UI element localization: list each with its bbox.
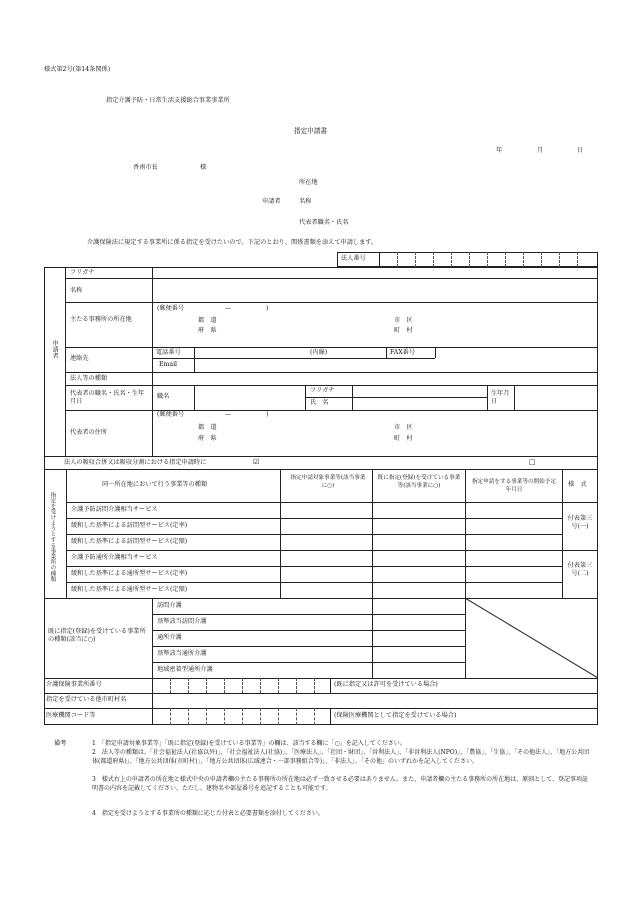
services-header-target: 指定申請対象事業等(該当事業に○) bbox=[290, 475, 366, 489]
date-month: 月 bbox=[537, 147, 544, 154]
already-item-3: 通所介護 bbox=[157, 634, 182, 641]
form-ref-1: 付表第三号(一) bbox=[567, 515, 593, 530]
email-label: Email bbox=[159, 361, 178, 368]
postal-close: ) bbox=[266, 305, 269, 312]
kaigo-number-label: 介護保険事業所番号 bbox=[46, 681, 102, 688]
services-header-start: 指定申請をする事業等の開始予定年月日 bbox=[472, 479, 556, 493]
kaigo-note: (既に指定又は許可を受けている場合) bbox=[334, 681, 438, 688]
rep-furigana-label: フリガナ bbox=[310, 387, 335, 394]
merger-checkbox[interactable]: ☑ bbox=[253, 458, 260, 466]
contact-label: 連絡先 bbox=[70, 355, 89, 362]
service-row-1: 介護予防訪問介護相当サービス bbox=[71, 506, 158, 513]
corp-number-label: 法人番号 bbox=[341, 255, 366, 262]
rep-postal-close: ) bbox=[266, 411, 269, 418]
services-header-type: 同一所在地において行う事業等の種類 bbox=[102, 481, 208, 488]
service-row-5: 緩和した基準による通所型サービス(定率) bbox=[71, 570, 188, 577]
office-type: 指定介護予防・日常生活支援総合事業事業所 bbox=[106, 97, 230, 104]
service-row-6: 緩和した基準による通所型サービス(定額) bbox=[71, 586, 188, 593]
name-label: 名称 bbox=[70, 287, 83, 294]
note-4: 4 指定を受けようとする事業所の種類に応じた付表と必要書類を添付してください。 bbox=[92, 810, 324, 817]
services-header-form: 様 式 bbox=[568, 481, 587, 488]
rep-address-label: 代表者の住所 bbox=[70, 429, 108, 436]
services-header-already: 既に指定(登録)を受けている事業等(該当事業に○) bbox=[377, 475, 461, 489]
services-side-label: 指定を受けようとする事業所の種類 bbox=[49, 492, 56, 582]
corp-type-label: 法人等の種類 bbox=[70, 375, 108, 382]
applicant-location-label: 所在地 bbox=[299, 179, 318, 186]
tel-label: 電話番号 bbox=[156, 349, 181, 356]
service-row-3: 緩和した基準による訪問型サービス(定額) bbox=[71, 538, 188, 545]
form-ref-2: 付表第三号(二) bbox=[567, 562, 593, 577]
rep-title-label: 代表者の職名・氏名・生年月日 bbox=[70, 390, 145, 405]
job-title-label: 職名 bbox=[157, 393, 170, 400]
addressee-sama: 様 bbox=[200, 164, 207, 171]
intro-text: 介護保険法に規定する事業所に係る指定を受けたいので、下記のとおり、関係書類を添えて申請します。 bbox=[87, 239, 378, 246]
dob-label: 生年月日 bbox=[491, 390, 510, 405]
note-1: 1 「指定申請対象事業等」「既に指定(登録)を受けている事業等」の欄は、該当する欄に「○」を記入してください。 bbox=[92, 740, 406, 747]
applicant-side-label: 申請者 bbox=[51, 340, 59, 359]
rep-postal-label: (郵便番号 bbox=[157, 411, 185, 418]
medical-code-label: 医療機関コード等 bbox=[46, 712, 96, 719]
applicant-name-label: 名称 bbox=[299, 198, 312, 205]
note-3: 3 様式右上の申請者の所在地と様式中央の申請者欄の主たる事務所の所在地は必ず一致させる必要はありません。また、申請者欄の主たる事務所の所在地は、原則として、登記事項証明書の内容を記載してください。ただし、建物名や部屋番号を追記することも可能です。 bbox=[92, 776, 589, 792]
diagonal-strike bbox=[465, 598, 598, 678]
applicant-rep-label: 代表者職名・氏名 bbox=[299, 219, 349, 226]
merger-checkbox-2[interactable]: □ bbox=[529, 458, 536, 466]
merger-label: 法人の吸収合併又は吸収分割における指定申請時に bbox=[64, 459, 207, 466]
already-item-5: 地域密着型通所介護 bbox=[157, 666, 213, 673]
date-year: 年 bbox=[496, 147, 503, 154]
already-item-4: 基準該当通所介護 bbox=[157, 650, 207, 657]
form-number: 様式第2号(第14条関係) bbox=[44, 66, 111, 73]
already-item-1: 訪問介護 bbox=[157, 602, 182, 609]
rep-cho-label: 町 村 bbox=[394, 435, 413, 442]
other-city-label: 指定を受けている他市町村名 bbox=[46, 696, 127, 703]
notes-label: 備考 bbox=[54, 740, 67, 747]
postal-dash: — bbox=[225, 305, 232, 312]
medical-note: (保険医療機関として指定を受けている場合) bbox=[334, 712, 457, 719]
rep-fuken-label: 府 県 bbox=[198, 435, 217, 442]
addressee-mayor: 香南市長 bbox=[133, 164, 158, 171]
already-item-2: 基準該当訪問介護 bbox=[157, 618, 207, 625]
rep-todo-label: 都 道 bbox=[198, 424, 217, 431]
todo-label: 都 道 bbox=[198, 317, 217, 324]
rep-name-label: 氏 名 bbox=[310, 399, 329, 406]
service-row-2: 緩和した基準による訪問型サービス(定率) bbox=[71, 522, 188, 529]
note-2: 2 法人等の種類は、「社会福祉法人(社協以外)」、「社会福祉法人(社協)」、「医療法人」、「社団・財団」、「営利法人」、「非営利法人(NPO)」、「農協」、「生協」、「その他法人」、「地方公共団体(都道府県)」、「地方公共団体(市町村)」、「地方公共団体(広域連合・一部事務組合等)」、「非法人」、「その他」のいずれかを記入してください。 bbox=[92, 749, 590, 765]
furigana-label: フリガナ bbox=[70, 269, 95, 276]
applicant-label: 申請者 bbox=[262, 198, 281, 205]
fax-label: FAX番号 bbox=[390, 349, 416, 356]
fuken-label: 府 県 bbox=[198, 327, 217, 334]
postal-label: (郵便番号 bbox=[157, 305, 185, 312]
already-label: 既に指定(登録)を受けている事業所の種類(該当に○) bbox=[48, 628, 146, 643]
cho-label: 町 村 bbox=[394, 327, 413, 334]
rep-postal-dash: — bbox=[225, 411, 232, 418]
rep-shi-label: 市 区 bbox=[394, 424, 413, 431]
office-location-label: 主たる事務所の所在地 bbox=[70, 316, 132, 323]
page-title: 指定申請書 bbox=[294, 127, 327, 135]
date-day: 日 bbox=[577, 147, 584, 154]
ext-label: (内線) bbox=[310, 349, 328, 356]
shi-label: 市 区 bbox=[394, 317, 413, 324]
service-row-4: 介護予防通所介護相当サービス bbox=[71, 554, 158, 561]
